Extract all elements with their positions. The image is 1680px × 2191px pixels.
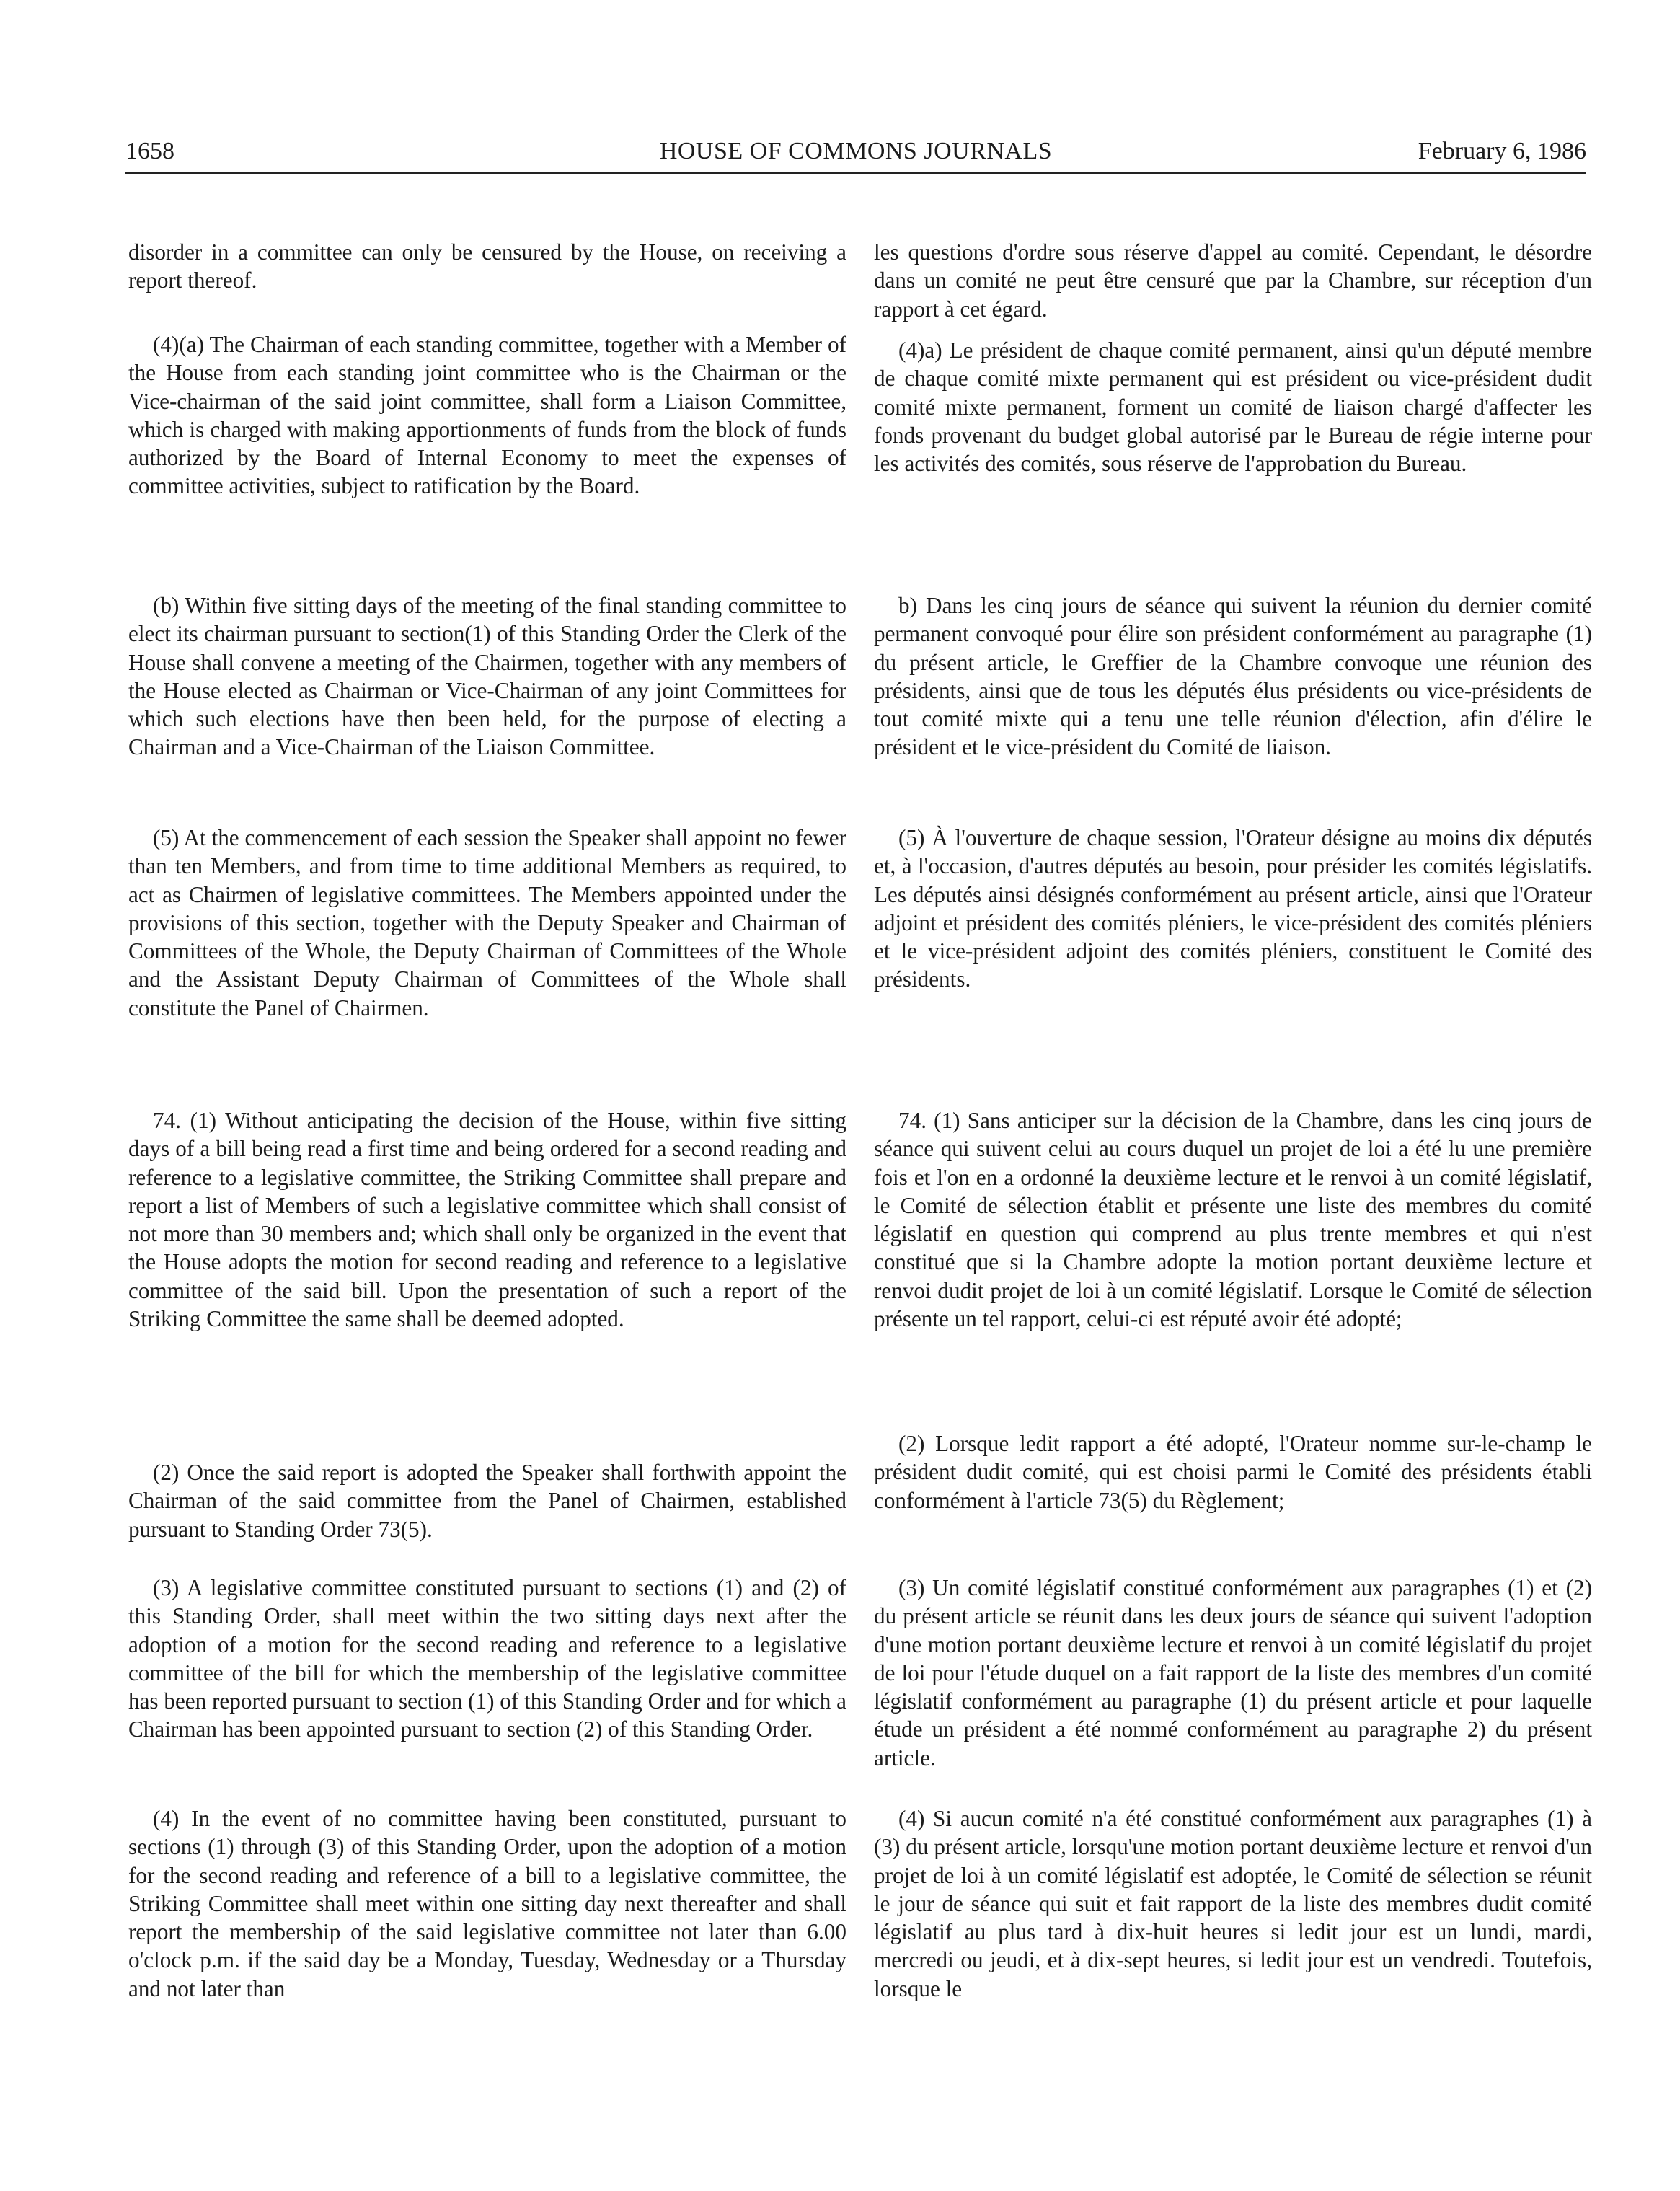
journal-title: HOUSE OF COMMONS JOURNALS <box>659 138 1053 164</box>
fr-paragraph-5: (5) À l'ouverture de chaque session, l'Orateur désigne au moins dix députés et, à l'occasion, d'autres députés au besoin, pour présider les comités législatifs. Les députés ainsi désignés conformément au présent article, ainsi que l'Orateur adjoint et président des comités pléniers, le vice-président des comités pléniers et le vice-président adjoint des comités pléniers, constituent le Comité des présidents. <box>874 825 1592 992</box>
en-paragraph-74-4: (4) In the event of no committee having been constituted, pursuant to sections (1) through (3) of this Standing Order, upon the adoption of a motion for the second reading and reference of a bill to a legislative committee, the Striking Committee shall meet within one sitting day next thereafter and shall report the membership of the said legislative committee not later than 6.00 o'clock p.m. if the said day be a Monday, Tuesday, Wednesday or a Thursday and not later than <box>128 1806 846 2001</box>
fr-paragraph-74-4: (4) Si aucun comité n'a été constitué conformément aux paragraphes (1) à (3) du présent article, lorsqu'une motion portant deuxième lecture et renvoi d'un projet de loi à un comité législatif est adoptée, le Comité de sélection se réunit le jour de séance qui suit et fait rapport de la liste des membres dudit comité législatif au plus tard à dix-huit heures si ledit jour est un lundi, mardi, mercredi ou jeudi, et à dix-sept heures, si ledit jour est un vendredi. Toutefois, lorsque le <box>874 1806 1592 2001</box>
page-number: 1658 <box>125 138 174 164</box>
fr-paragraph-continued: les questions d'ordre sous réserve d'appel au comité. Cependant, le désordre dans un comité ne peut être censuré que par la Chambre, sur réception d'un rapport à cet égard. <box>874 239 1592 322</box>
journal-date: February 6, 1986 <box>1418 138 1586 164</box>
en-paragraph-4a: (4)(a) The Chairman of each standing committee, together with a Member of the House from each standing joint committee who is the Chairman or the Vice-chairman of the said joint committee, shall form a Liaison Committee, which is charged with making apportionments of funds from the block of funds authorized by the Board of Internal Economy to meet the expenses of committee activities, subject to ratification by the Board. <box>128 332 846 499</box>
en-paragraph-74-1: 74. (1) Without anticipating the decision of the House, within five sitting days of a bill being read a first time and being ordered for a second reading and reference to a legislative committee, the Striking Committee shall prepare and report a list of Members of such a legislative committee which shall consist of not more than 30 members and; which shall only be organized in the event that the House adopts the motion for second reading and reference to a legislative committee of the said bill. Upon the presentation of such a report of the Striking Committee the same shall be deemed adopted. <box>128 1108 846 1332</box>
fr-paragraph-4a: (4)a) Le président de chaque comité permanent, ainsi qu'un député membre de chaque comité mixte permanent qui est président ou vice-président dudit comité mixte permanent, forment un comité de liaison chargé d'affecter les fonds provenant du budget global autorisé par le Bureau de régie interne pour les activités des comités, sous réserve de l'approbation du Bureau. <box>874 338 1592 477</box>
fr-paragraph-74-3: (3) Un comité législatif constitué conformément aux paragraphes (1) et (2) du présent article se réunit dans les deux jours de séance qui suivent l'adoption d'une motion portant deuxième lecture et renvoi à un comité législatif du projet de loi pour l'étude duquel on a fait rapport de la liste des membres d'un comité législatif conformément au paragraphe (1) du présent article et pour laquelle étude un président a été nommé conformément au paragraphe 2) du présent article. <box>874 1575 1592 1771</box>
en-paragraph-continued: disorder in a committee can only be censured by the House, on receiving a report thereof. <box>128 239 846 294</box>
en-paragraph-74-2: (2) Once the said report is adopted the Speaker shall forthwith appoint the Chairman of the said committee from the Panel of Chairmen, established pursuant to Standing Order 73(5). <box>128 1460 846 1542</box>
en-paragraph-4b: (b) Within five sitting days of the meeting of the final standing committee to elect its chairman pursuant to section(1) of this Standing Order the Clerk of the House shall convene a meeting of the Chairmen, together with any members of the House elected as Chairman or Vice-Chairman of any joint Committees for which such elections have then been held, for the purpose of electing a Chairman and a Vice-Chairman of the Liaison Committee. <box>128 593 846 760</box>
en-paragraph-5: (5) At the commencement of each session the Speaker shall appoint no fewer than ten Members, and from time to time additional Members as required, to act as Chairmen of legislative committees. The Members appointed under the provisions of this section, together with the Deputy Speaker and Chairman of Committees of the Whole, the Deputy Chairman of Committees of the Whole and the Assistant Deputy Chairman of Committees of the Whole shall constitute the Panel of Chairmen. <box>128 825 846 1020</box>
fr-paragraph-74-2: (2) Lorsque ledit rapport a été adopté, l'Orateur nomme sur-le-champ le président dudit comité, qui est choisi parmi le Comité des présidents établi conformément à l'article 73(5) du Règlement; <box>874 1431 1592 1513</box>
fr-paragraph-74-1: 74. (1) Sans anticiper sur la décision de la Chambre, dans les cinq jours de séance qui suivent celui au cours duquel un projet de loi a été lu une première fois et l'on en a ordonné la deuxième lecture et le renvoi à un comité législatif, le Comité de sélection établit et présente une liste des membres du comité législatif en question qui comprend au plus trente membres et qui n'est constitué que si la Chambre adopte la motion portant deuxième lecture et renvoi dudit projet de loi à un comité législatif. Lorsque le Comité de sélection présente un tel rapport, celui-ci est réputé avoir été adopté; <box>874 1108 1592 1332</box>
en-paragraph-74-3: (3) A legislative committee constituted pursuant to sections (1) and (2) of this Standing Order, shall meet within the two sitting days next after the adoption of a motion for the second reading and reference to a legislative committee of the bill for which the membership of the legislative committee has been reported pursuant to section (1) of this Standing Order and for which a Chairman has been appointed pursuant to section (2) of this Standing Order. <box>128 1575 846 1742</box>
page-header <box>125 137 1586 174</box>
fr-paragraph-4b: b) Dans les cinq jours de séance qui suivent la réunion du dernier comité permanent convoqué pour élire son président conformément au paragraphe (1) du présent article, le Greffier de la Chambre convoque une réunion des présidents, ainsi que de tous les députés élus présidents ou vice-présidents de tout comité mixte qui a tenu une telle réunion d'élection, afin d'élire le président et le vice-président du Comité de liaison. <box>874 593 1592 760</box>
